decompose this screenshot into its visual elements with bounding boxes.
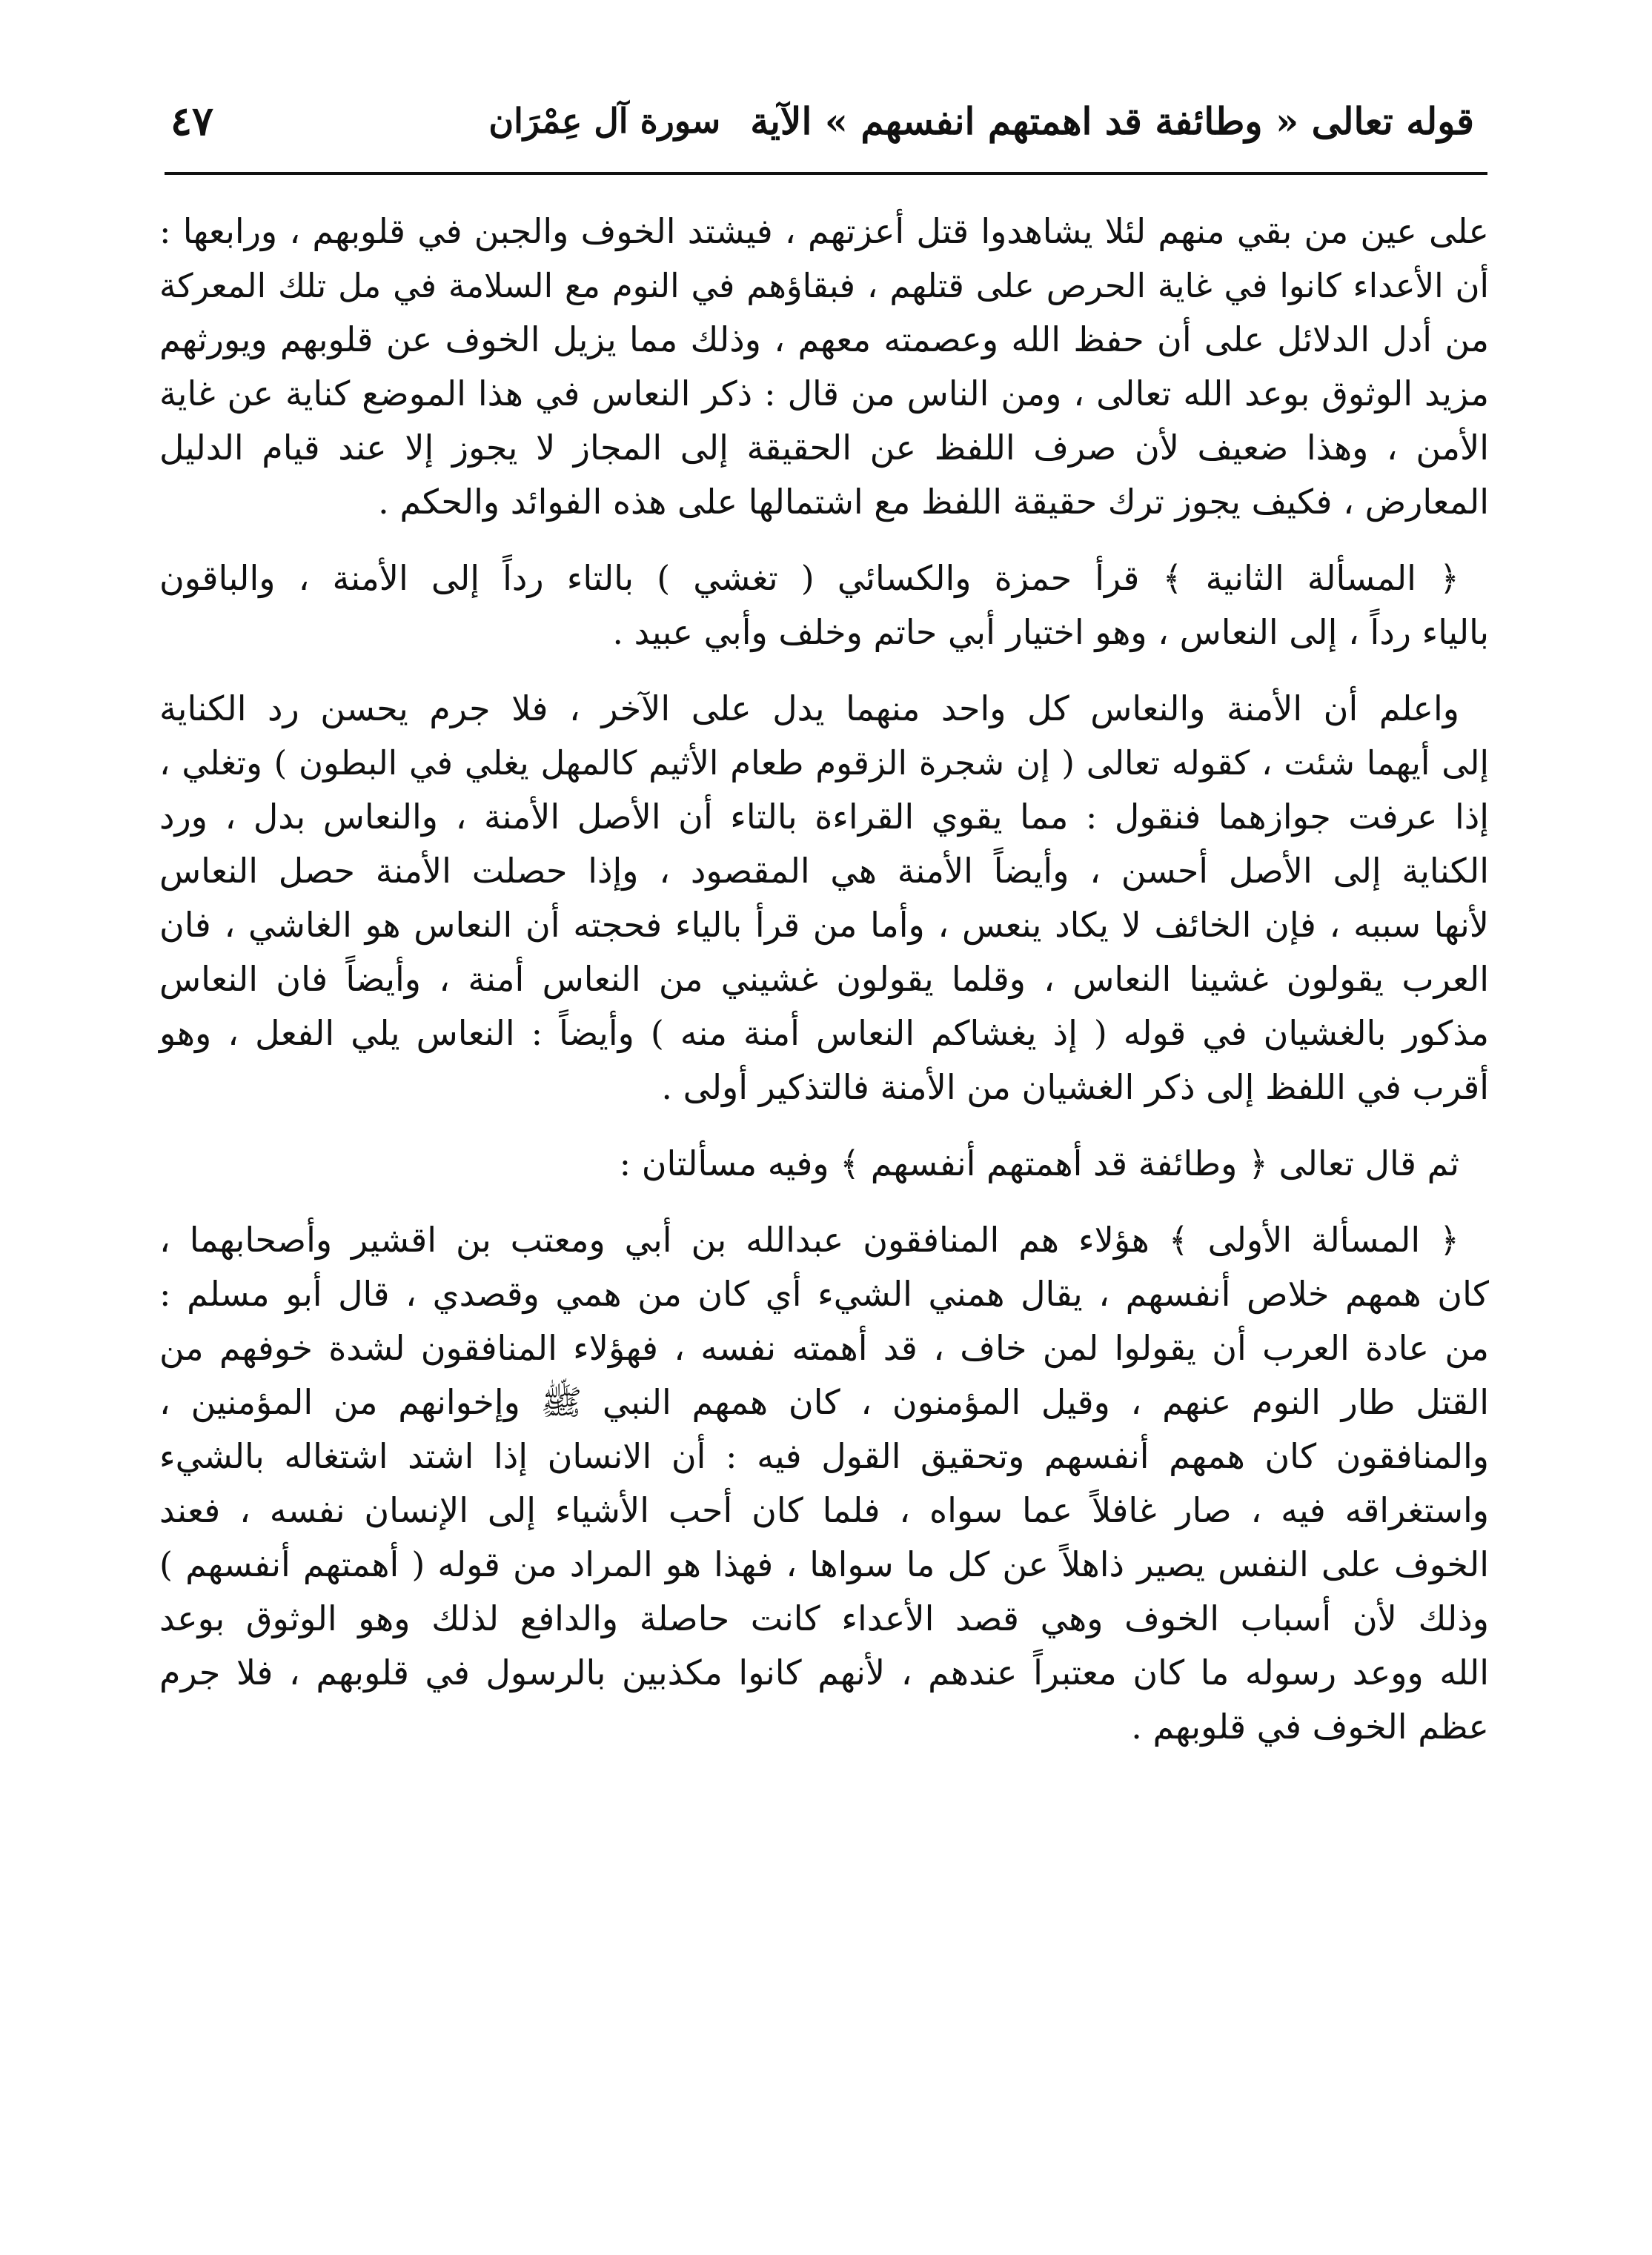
- running-head-main: [488, 99, 1474, 143]
- text-line: وذلك لأن أسباب الخوف وهي قصد الأعداء كانت حاصلة والدافع لذلك وهو الوثوق بوعد: [159, 1598, 1489, 1638]
- text-line: الأمن ، وهذا ضعيف لأن صرف اللفظ عن الحقيقة إلى المجاز لا يجوز إلا عند قيام الدليل: [159, 428, 1489, 468]
- text-line: ثم قال تعالى ﴿ وطائفة قد أهمتهم أنفسهم ﴾ وفيه مسألتان :: [619, 1143, 1459, 1183]
- header-divider: [165, 172, 1487, 175]
- running-head-surah: سورة آل عِمْرَان: [488, 101, 721, 141]
- text-line: المعارض ، فكيف يجوز ترك حقيقة اللفظ مع اشتمالها على هذه الفوائد والحكم .: [378, 482, 1489, 522]
- body-text: [159, 205, 1489, 1754]
- paragraph-4: [159, 1137, 1489, 1191]
- text-line: ﴿ المسألة الأولى ﴾ هؤلاء هم المنافقون عبدالله بن أبي ومعتب بن اقشير وأصحابهما ،: [159, 1220, 1459, 1260]
- text-line: مزيد الوثوق بوعد الله تعالى ، ومن الناس من قال : ذكر النعاس في هذا الموضع كناية عن غاية: [159, 373, 1489, 414]
- text-line: كان همهم خلاص أنفسهم ، يقال همني الشيء أي كان من همي وقصدي ، قال أبو مسلم :: [159, 1274, 1489, 1314]
- text-line: إلى أيهما شئت ، كقوله تعالى ( إن شجرة الزقوم طعام الأثيم كالمهل يغلي في البطون ) وتغلي ،: [159, 743, 1489, 783]
- text-line: مذكور بالغشيان في قوله ( إذ يغشاكم النعاس أمنة منه ) وأيضاً : النعاس يلي الفعل ، وهو: [159, 1013, 1489, 1053]
- text-line: واستغراقه فيه ، صار غافلاً عما سواه ، فلما كان أحب الأشياء إلى الإنسان نفسه ، فعند: [159, 1490, 1489, 1530]
- paragraph-2: [159, 551, 1489, 660]
- text-line: على عين من بقي منهم لئلا يشاهدوا قتل أعزتهم ، فيشتد الخوف والجبن في قلوبهم ، ورابعها :: [159, 211, 1489, 251]
- running-head: [170, 87, 1474, 154]
- text-line: ﴿ المسألة الثانية ﴾ قرأ حمزة والكسائي ( تغشي ) بالتاء رداً إلى الأمنة ، والباقون: [159, 558, 1459, 598]
- paragraph-5: [159, 1213, 1489, 1754]
- text-line: لأنها سببه ، فإن الخائف لا يكاد ينعس ، وأما من قرأ بالياء فحجته أن النعاس هو الغاشي ، فان: [159, 905, 1489, 945]
- text-line: عظم الخوف في قلوبهم .: [1131, 1707, 1489, 1747]
- text-line: بالياء رداً ، إلى النعاس ، وهو اختيار أبي حاتم وخلف وأبي عبيد .: [612, 612, 1489, 652]
- text-line: الخوف على النفس يصير ذاهلاً عن كل ما سواها ، فهذا هو المراد من قوله ( أهمتهم أنفسهم ): [159, 1544, 1489, 1584]
- text-line: من عادة العرب أن يقولوا لمن خاف ، قد أهمته نفسه ، فهؤلاء المنافقون لشدة خوفهم من: [159, 1328, 1489, 1368]
- running-head-title: قوله تعالى « وطائفة قد اهمتهم انفسهم » الآية: [750, 99, 1474, 143]
- text-line: العرب يقولون غشينا النعاس ، وقلما يقولون غشيني من النعاس أمنة ، وأيضاً فان النعاس: [159, 959, 1489, 999]
- text-line: أقرب في اللفظ إلى ذكر الغشيان من الأمنة فالتذكير أولى .: [661, 1067, 1489, 1107]
- text-line: أن الأعداء كانوا في غاية الحرص على قتلهم ، فبقاؤهم في النوم مع السلامة في مل تلك المعركة: [159, 266, 1489, 305]
- page-number: ٤٧: [170, 97, 214, 145]
- text-line: والمنافقون كان همهم أنفسهم وتحقيق القول فيه : أن الانسان إذا اشتد اشتغاله بالشيء: [159, 1436, 1489, 1476]
- text-line: واعلم أن الأمنة والنعاس كل واحد منهما يدل على الآخر ، فلا جرم يحسن رد الكناية: [159, 688, 1459, 728]
- paragraph-1: [159, 205, 1489, 529]
- text-line: الكناية إلى الأصل أحسن ، وأيضاً الأمنة هي المقصود ، وإذا حصلت الأمنة حصل النعاس: [159, 851, 1489, 891]
- text-line: القتل طار النوم عنهم ، وقيل المؤمنون ، كان همهم النبي ﷺ وإخوانهم من المؤمنين ،: [159, 1382, 1489, 1422]
- text-line: الله ووعد رسوله ما كان معتبراً عندهم ، لأنهم كانوا مكذبين بالرسول في قلوبهم ، فلا جرم: [159, 1653, 1489, 1693]
- text-line: إذا عرفت جوازهما فنقول : مما يقوي القراءة بالتاء أن الأصل الأمنة ، والنعاس بدل ، ورد: [159, 797, 1489, 837]
- text-line: من أدل الدلائل على أن حفظ الله وعصمته معهم ، وذلك مما يزيل الخوف عن قلوبهم ويورثهم: [159, 319, 1489, 359]
- paragraph-3: [159, 682, 1489, 1115]
